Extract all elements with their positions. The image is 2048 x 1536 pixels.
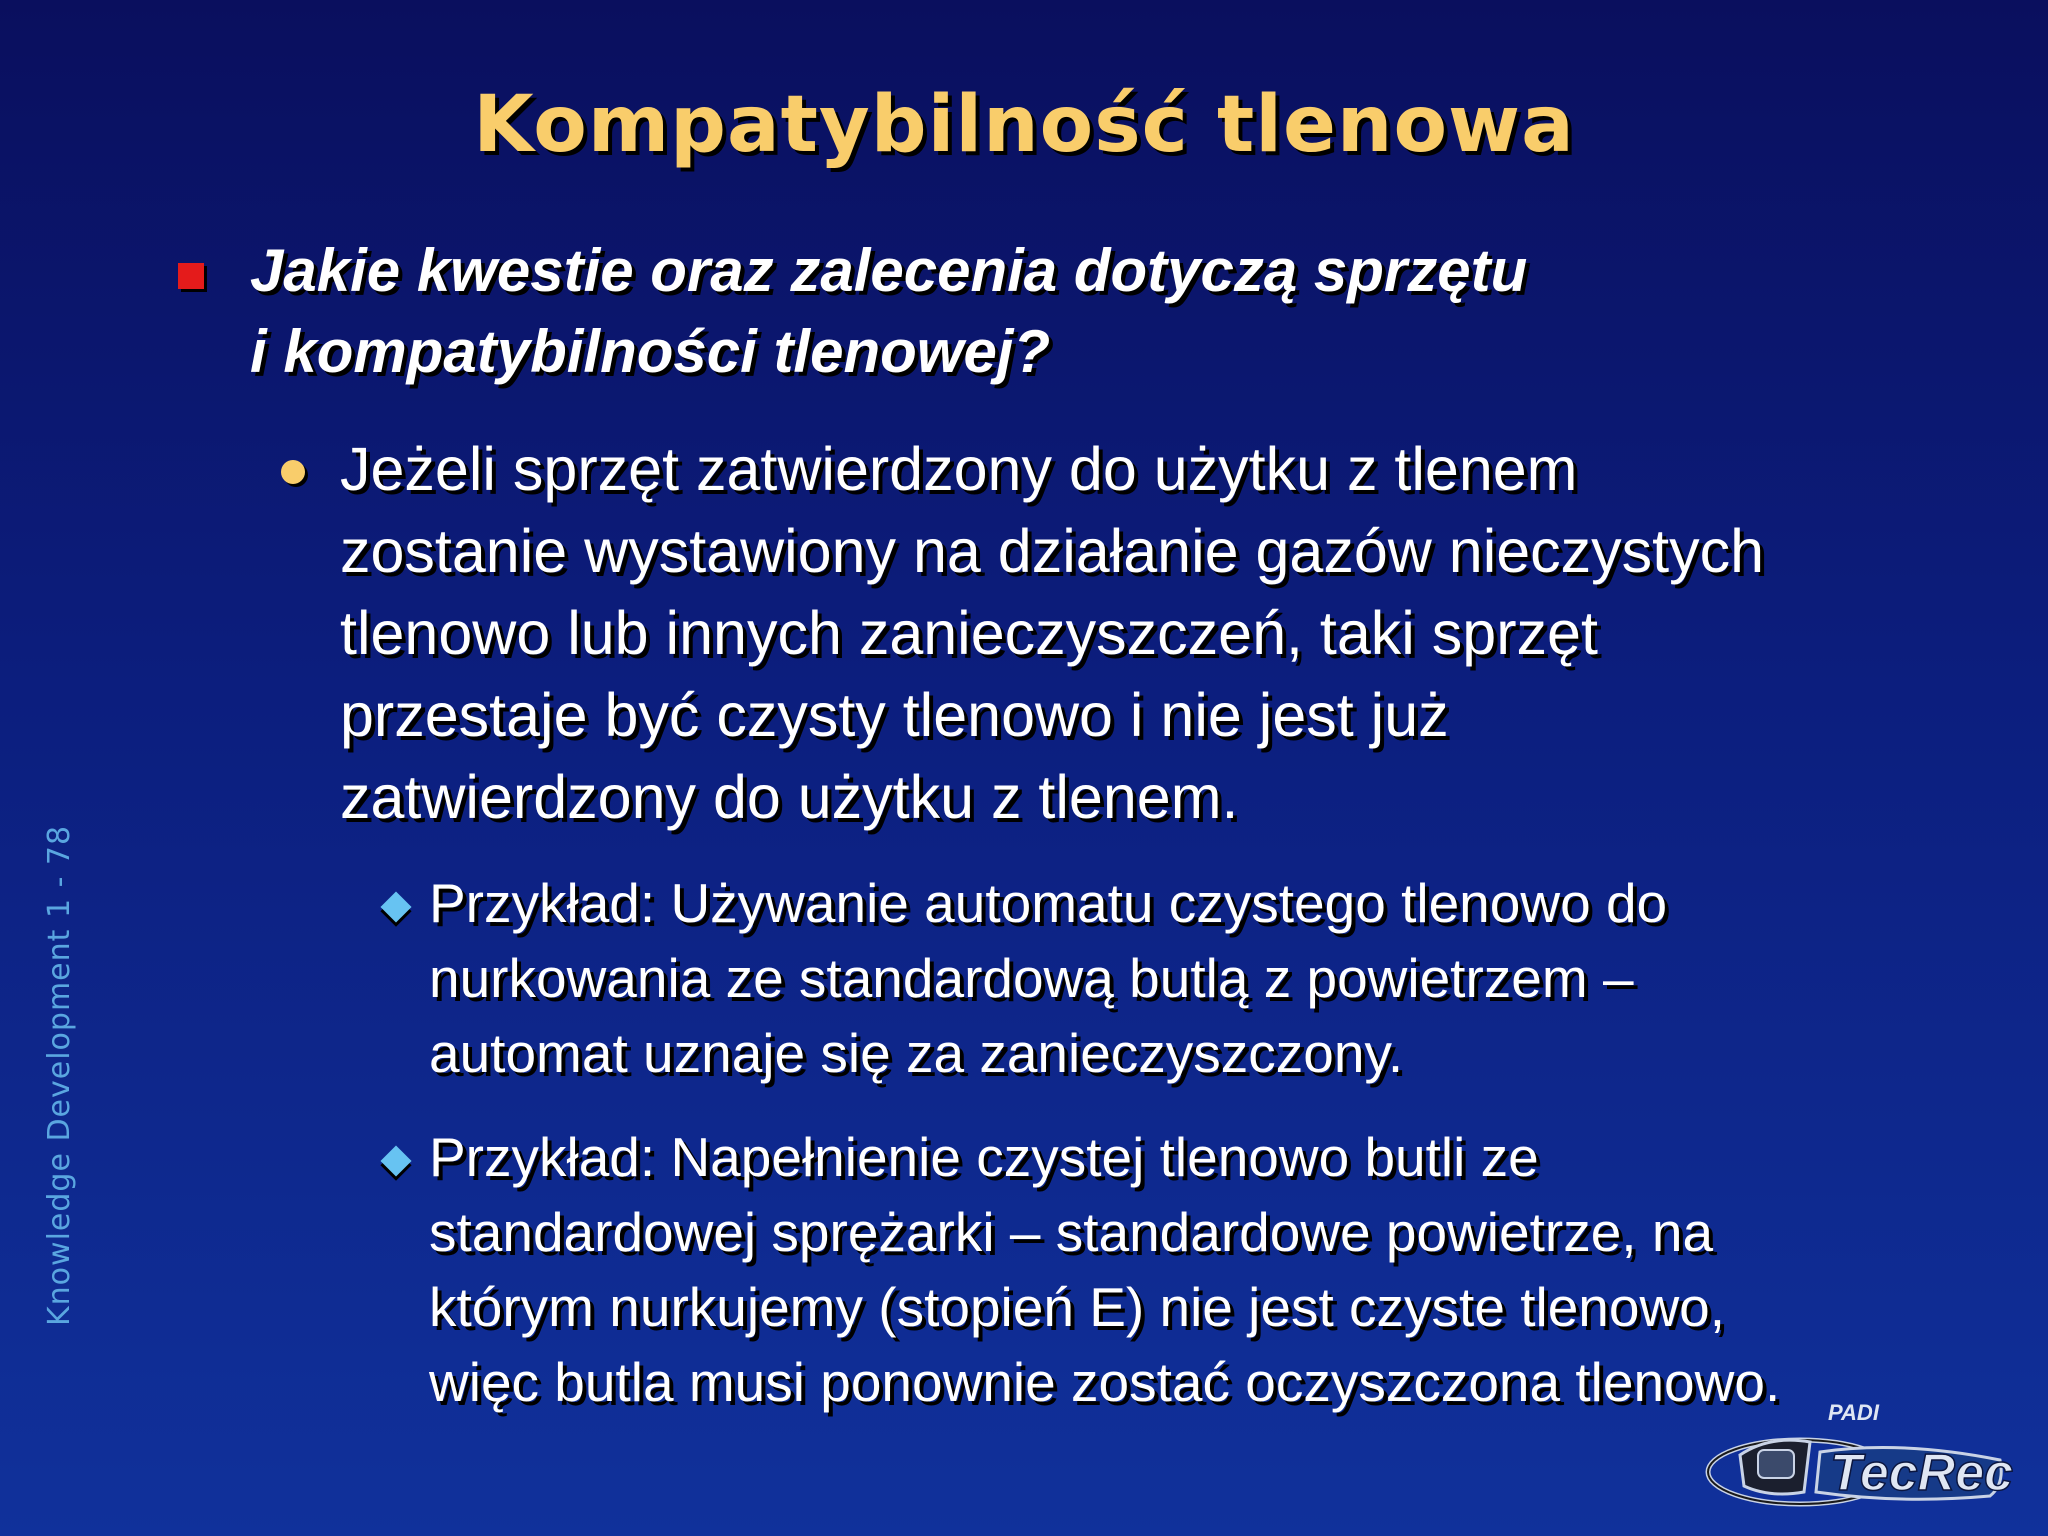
diamond-bullet-icon xyxy=(380,1145,411,1176)
side-footer-label: Knowledge Development 1 - 78 xyxy=(42,824,77,1326)
answer-line: przestaje być czysty tlenowo i nie jest już xyxy=(340,681,1449,749)
round-bullet-icon xyxy=(281,460,305,484)
answer-line: zostanie wystawiony na działanie gazów nieczystych xyxy=(340,517,1765,585)
example-line: Przykład: Napełnienie czystej tlenowo butli ze xyxy=(429,1126,1539,1188)
padi-tecrec-logo xyxy=(1700,1400,2020,1520)
tecrec-logo-icon xyxy=(1700,1400,2020,1520)
example-2-text xyxy=(429,1120,1989,1420)
logo-brand: PADI xyxy=(1828,1400,1879,1425)
example-line: nurkowania ze standardową butlą z powietrzem – xyxy=(429,947,1634,1009)
example-line: którym nurkujemy (stopień E) nie jest czyste tlenowo, xyxy=(429,1276,1726,1338)
answer-line: Jeżeli sprzęt zatwierdzony do użytku z tlenem xyxy=(340,435,1578,503)
example-line: więc butla musi ponownie zostać oczyszczona tlenowo. xyxy=(429,1351,1781,1413)
example-line: standardowej sprężarki – standardowe powietrze, na xyxy=(429,1201,1714,1263)
answer-line: zatwierdzony do użytku z tlenem. xyxy=(340,763,1239,831)
square-bullet-icon xyxy=(178,263,204,289)
question-line: i kompatybilności tlenowej? xyxy=(250,318,1051,385)
logo-name: TecRec xyxy=(1830,1444,2014,1502)
question-line: Jakie kwestie oraz zalecenia dotyczą sprzętu xyxy=(250,237,1528,304)
diamond-bullet-icon xyxy=(380,891,411,922)
example-line: Przykład: Używanie automatu czystego tlenowo do xyxy=(429,872,1668,934)
answer-text xyxy=(340,428,1980,838)
slide-title: Kompatybilność tlenowa xyxy=(473,80,1575,170)
question-text xyxy=(250,230,1810,392)
example-line: automat uznaje się za zanieczyszczony. xyxy=(429,1022,1404,1084)
answer-line: tlenowo lub innych zanieczyszczeń, taki sprzęt xyxy=(340,599,1598,667)
example-1-text xyxy=(429,866,1989,1091)
